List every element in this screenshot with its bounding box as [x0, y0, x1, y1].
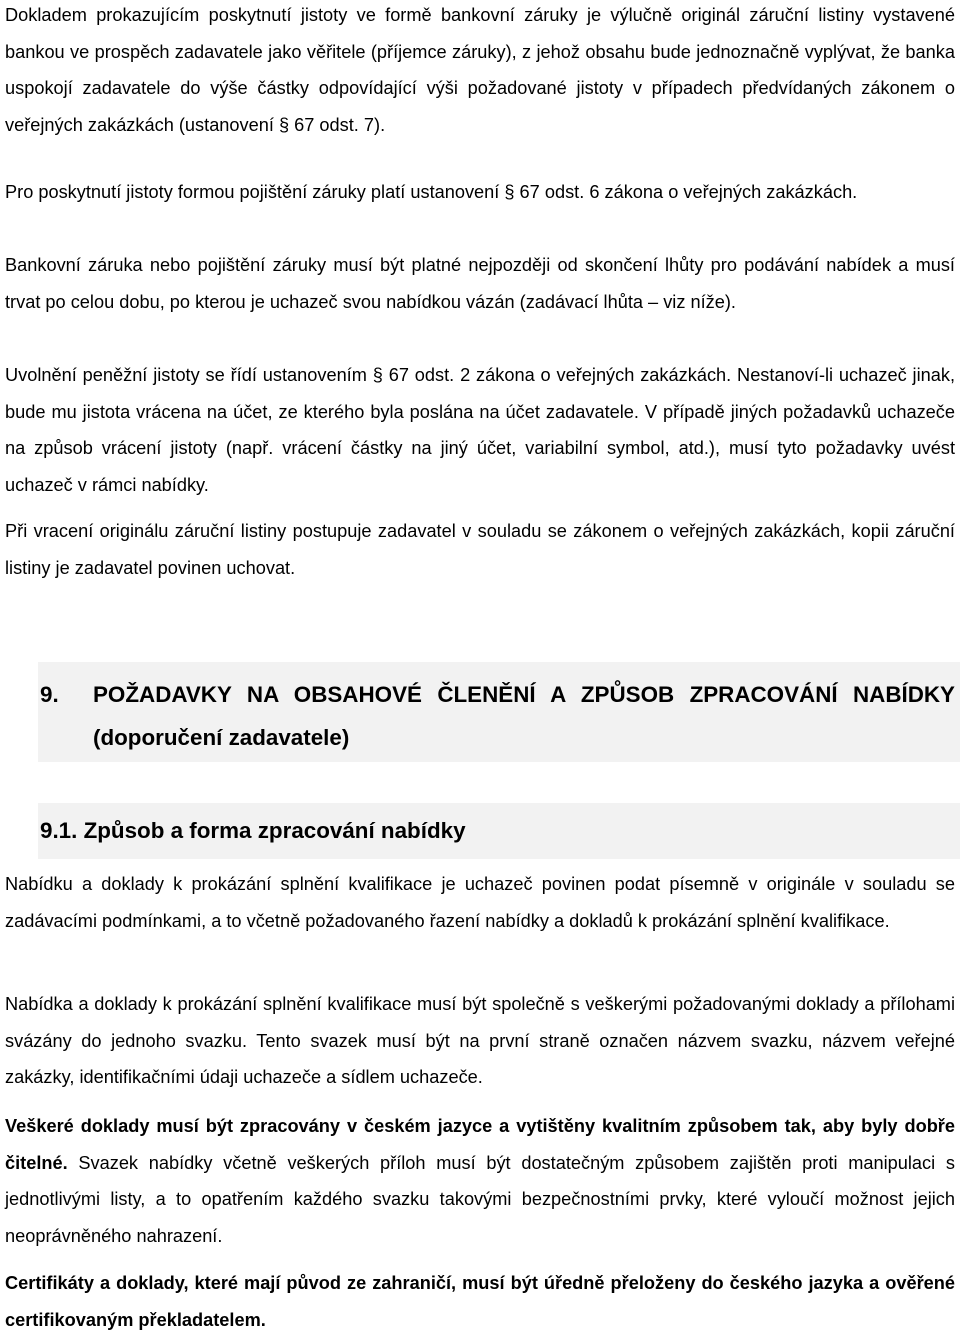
paragraph-submission-form: Nabídku a doklady k prokázání splnění kvalifikace je uchazeč povinen podat písemně v originále v souladu se zadávacími podmínkami, a to včetně požadovaného řazení nabídky a dokladů k prokázání splnění kvalifikace. [5, 874, 955, 931]
paragraph-original-return: Při vracení originálu záruční listiny postupuje zadavatel v souladu se zákonem o veřejných zakázkách, kopii záruční listiny je zadavatel povinen uchovat. [5, 521, 955, 578]
paragraph-insurance-guarantee: Pro poskytnutí jistoty formou pojištění záruky platí ustanovení § 67 odst. 6 zákona o veřejných zakázkách. [5, 182, 858, 202]
section-9-title: POŽADAVKY NA OBSAHOVÉ ČLENĚNÍ A ZPŮSOB ZPRACOVÁNÍ NABÍDKY (doporučení zadavatele) [93, 682, 955, 750]
paragraph-release-of-security: Uvolnění peněžní jistoty se řídí ustanovením § 67 odst. 2 zákona o veřejných zakázkách. Nestanoví-li uchazeč jinak, bude mu jistota vrácena na účet, ze kterého byla poslána na účet zadavatele. V případě jiných požadavků uchazeče na způsob vrácení jistoty (např. vrácení částky na jiný účet, variabilní symbol, atd.), musí tyto požadavky uvést uchazeč v rámci nabídky. [5, 365, 955, 495]
paragraph-guarantee-validity: Bankovní záruka nebo pojištění záruky musí být platné nejpozději od skončení lhůty pro podávání nabídek a musí trvat po celou dobu, po kterou je uchazeč svou nabídkou vázán (zadávací lhůta – viz níže). [5, 255, 955, 312]
paragraph-binding: Nabídka a doklady k prokázání splnění kvalifikace musí být společně s veškerými požadovanými doklady a přílohami svázány do jednoho svazku. Tento svazek musí být na první straně označen názvem svazku, názvem veřejné zakázky, identifikačními údaji uchazeče a sídlem uchazeče. [5, 994, 955, 1087]
paragraph-security-rest: Svazek nabídky včetně veškerých příloh musí být dostatečným způsobem zajištěn proti manipulaci s jednotlivými listy, a to opatřením každého svazku takovými bezpečnostními prvky, které vyloučí možnost jejich neoprávněného nahrazení. [5, 1152, 955, 1246]
section-9-number: 9. [40, 682, 59, 707]
section-9-1-heading: 9.1. Způsob a forma zpracování nabídky [40, 818, 466, 843]
paragraph-foreign-certificates: Certifikáty a doklady, které mají původ ze zahraničí, musí být úředně přeloženy do českého jazyka a ověřené certifikovaným překladatelem. [5, 1273, 955, 1330]
paragraph-language-bold: Veškeré doklady musí být zpracovány v českém jazyce a vytištěny kvalitním způsobem tak, aby byly dobře čitelné. [5, 1116, 955, 1173]
paragraph-bank-guarantee-proof: Dokladem prokazujícím poskytnutí jistoty ve formě bankovní záruky je výlučně originál záruční listiny vystavené bankou ve prospěch zadavatele jako věřitele (příjemce záruky), z jehož obsahu bude jednoznačně vyplývat, že banka uspokojí zadavatele do výše částky odpovídající výši požadované jistoty v případech předvídaných zákonem o veřejných zakázkách (ustanovení § 67 odst. 7). [5, 5, 955, 135]
paragraph-language-and-security [5, 1108, 955, 1254]
